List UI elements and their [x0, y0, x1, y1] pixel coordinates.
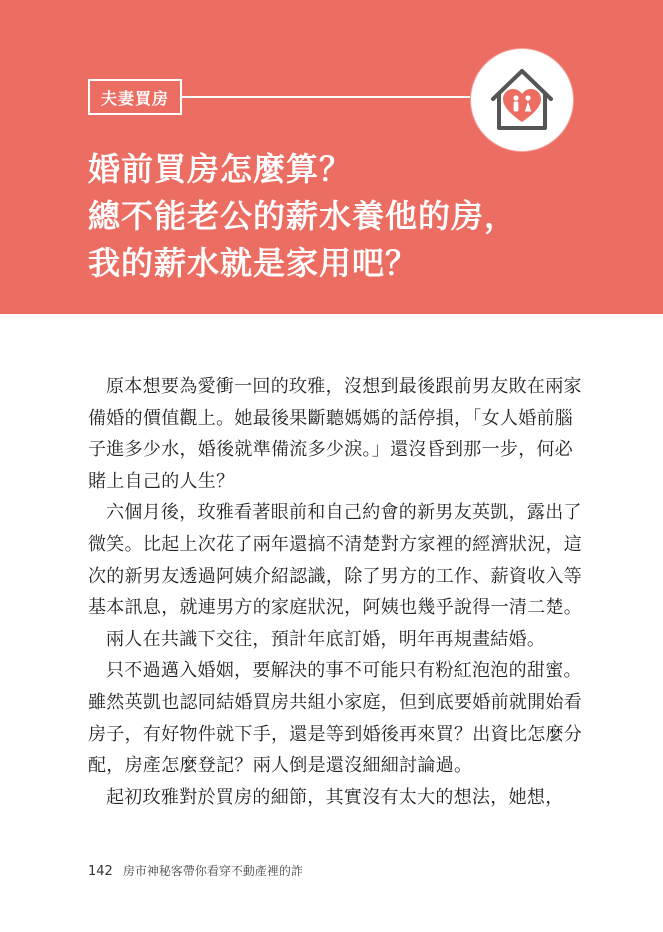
text-line: 基本訊息，就連男方的家庭狀況，阿姨也幾乎說得一清二楚。 — [88, 597, 583, 619]
header-banner — [0, 0, 663, 314]
category-tag: 夫妻買房 — [88, 79, 182, 115]
body-text — [88, 371, 583, 813]
title-line: 婚前買房怎麼算？ — [88, 150, 353, 188]
text-line: 賭上自己的人生？ — [88, 470, 235, 492]
house-heart-couple-icon — [471, 49, 573, 151]
text-line: 房子，有好物件就下手，還是等到婚後再來買？出資比怎麼分 — [88, 723, 583, 745]
page-number: 142 — [88, 864, 113, 879]
tag-divider — [182, 96, 470, 98]
text-line: 原本想要為愛衝一回的玫雅，沒想到最後跟前男友敗在兩家 — [106, 376, 582, 397]
text-line: 備婚的價值觀上。她最後果斷聽媽媽的話停損，「女人婚前腦 — [88, 407, 574, 429]
text-line: 只不過邁入婚姻，要解決的事不可能只有粉紅泡泡的甜蜜。 — [106, 660, 582, 682]
text-line: 起初玫雅對於買房的細節，其實沒有太大的想法，她想， — [106, 786, 564, 808]
text-line: 子進多少水，婚後就準備流多少淚。」還沒昏到那一步，何必 — [88, 439, 574, 461]
text-line: 雖然英凱也認同結婚買房共組小家庭，但到底要婚前就開始看 — [88, 691, 583, 713]
text-line: 六個月後，玫雅看著眼前和自己約會的新男友英凱，露出了 — [106, 502, 582, 524]
book-title: 房市神秘客帶你看穿不動產裡的詐 — [122, 864, 303, 878]
title-line: 總不能老公的薪水養他的房， — [88, 197, 518, 235]
text-line: 次的新男友透過阿姨介紹認識，除了男方的工作、薪資收入等 — [88, 565, 583, 587]
page-footer — [88, 862, 303, 879]
text-line: 微笑。比起上次花了兩年還搞不清楚對方家裡的經濟狀況，這 — [88, 533, 583, 555]
text-line: 兩人在共識下交往，預計年底訂婚，明年再規畫結婚。 — [106, 628, 546, 650]
text-line: 配，房產怎麼登記？兩人倒是還沒細細討論過。 — [88, 755, 473, 777]
page-title — [88, 146, 608, 287]
title-line: 我的薪水就是家用吧？ — [88, 244, 419, 282]
